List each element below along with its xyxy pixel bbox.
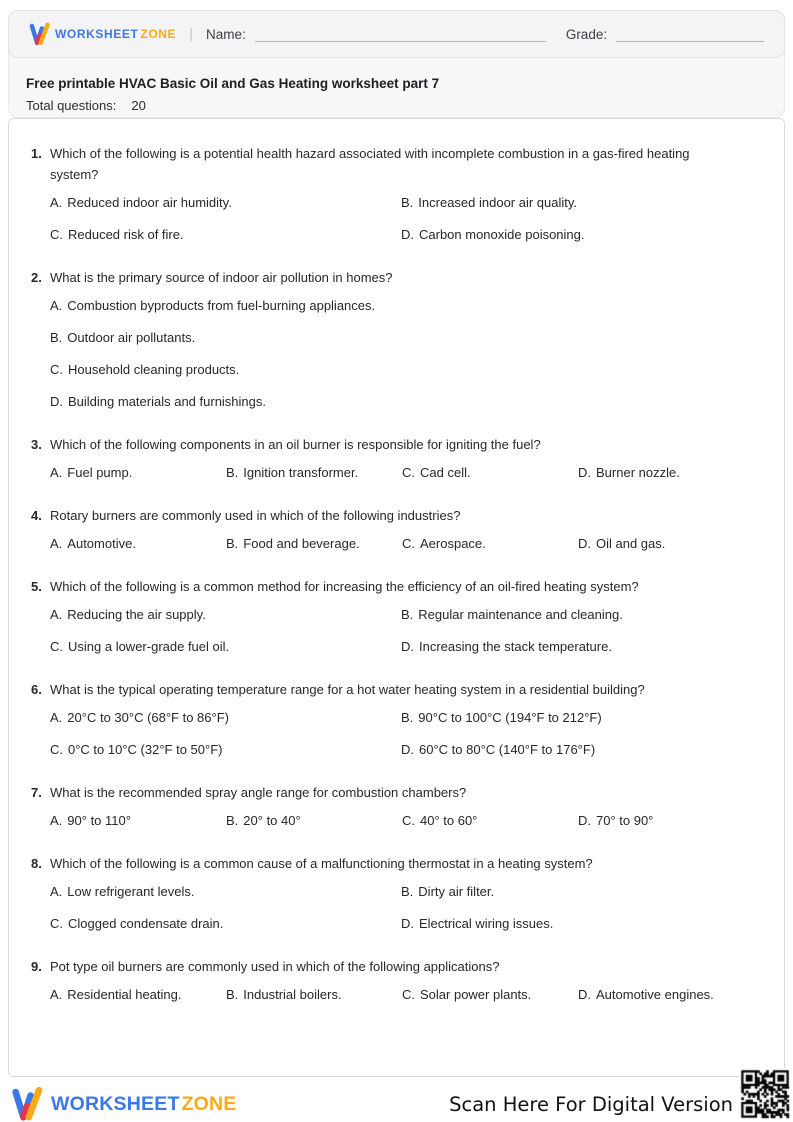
option-text: Reducing the air supply. [67, 607, 206, 622]
worksheet-title: Free printable HVAC Basic Oil and Gas Heating worksheet part 7 [26, 76, 440, 91]
options [50, 466, 762, 479]
option-letter: A. [50, 465, 63, 480]
worksheetzone-logo [29, 22, 176, 46]
option-a [50, 814, 226, 827]
option-letter: C. [402, 465, 415, 480]
question-text: Which of the following is a common cause of a malfunctioning thermostat in a heating system? [50, 856, 593, 871]
question-text: Which of the following is a potential health hazard associated with incomplete combustion in a gas-fired heating system? [50, 146, 690, 182]
option-text: Carbon monoxide poisoning. [419, 227, 585, 242]
options [50, 814, 762, 827]
option-letter: D. [578, 536, 591, 551]
option-letter: A. [50, 607, 63, 622]
question-head [31, 143, 762, 185]
question-number: 9. [31, 959, 42, 974]
option-c [50, 228, 401, 241]
option-letter: D. [401, 742, 414, 757]
option-text: Food and beverage. [243, 536, 360, 551]
option-d [50, 395, 762, 408]
option-text: Cad cell. [420, 465, 471, 480]
option-letter: A. [50, 536, 63, 551]
option-d [578, 466, 762, 479]
option-letter: A. [50, 884, 63, 899]
question-number: 4. [31, 508, 42, 523]
question-number: 6. [31, 682, 42, 697]
option-letter: D. [401, 916, 414, 931]
question-number: 2. [31, 270, 42, 285]
option-letter: D. [578, 465, 591, 480]
question-head [31, 679, 762, 700]
option-b [401, 196, 762, 209]
option-a [50, 988, 226, 1001]
option-letter: B. [401, 710, 414, 725]
option-text: Building materials and furnishings. [68, 394, 266, 409]
option-text: 90°C to 100°C (194°F to 212°F) [418, 710, 602, 725]
worksheetzone-w-mark-icon [29, 22, 50, 46]
option-text: Aerospace. [420, 536, 486, 551]
option-c [50, 363, 762, 376]
header-bar [8, 10, 785, 58]
option-letter: B. [226, 987, 239, 1002]
option-c [402, 988, 578, 1001]
question-9 [31, 956, 762, 1001]
option-letter: B. [401, 607, 414, 622]
total-questions-label: Total questions: [26, 98, 117, 113]
option-a [50, 537, 226, 550]
question-text: What is the recommended spray angle range for combustion chambers? [50, 785, 467, 800]
option-a [50, 466, 226, 479]
question-head [31, 267, 762, 288]
option-c [402, 466, 578, 479]
option-text: Using a lower-grade fuel oil. [68, 639, 230, 654]
logo-text-zone: ZONE [140, 27, 177, 41]
option-text: Burner nozzle. [596, 465, 680, 480]
total-questions [26, 98, 767, 113]
option-b [226, 814, 402, 827]
option-text: Reduced risk of fire. [68, 227, 184, 242]
option-text: Automotive. [67, 536, 136, 551]
option-c [50, 743, 401, 756]
options [50, 885, 762, 930]
option-text: Oil and gas. [596, 536, 666, 551]
option-letter: D. [578, 813, 591, 828]
option-text: Solar power plants. [420, 987, 532, 1002]
question-1 [31, 143, 762, 241]
option-letter: B. [226, 465, 239, 480]
option-text: Reduced indoor air humidity. [67, 195, 232, 210]
option-letter: A. [50, 298, 63, 313]
option-b [226, 466, 402, 479]
option-d [401, 743, 762, 756]
option-letter: D. [401, 227, 414, 242]
option-text: 60°C to 80°C (140°F to 176°F) [419, 742, 596, 757]
option-text: Low refrigerant levels. [67, 884, 195, 899]
footer-logo-text [51, 1093, 237, 1116]
option-text: Dirty air filter. [418, 884, 495, 899]
option-d [578, 814, 762, 827]
option-a [50, 196, 401, 209]
option-c [50, 640, 401, 653]
option-text: Increasing the stack temperature. [419, 639, 612, 654]
question-head [31, 434, 762, 455]
option-letter: B. [50, 330, 63, 345]
questions-card [8, 118, 785, 1077]
question-3 [31, 434, 762, 479]
question-head [31, 576, 762, 597]
option-text: 20° to 40° [243, 813, 301, 828]
footer-logo-text-zone: ZONE [181, 1092, 237, 1115]
question-8 [31, 853, 762, 930]
option-a [50, 711, 401, 724]
question-5 [31, 576, 762, 653]
option-letter: C. [50, 227, 63, 242]
options [50, 537, 762, 550]
option-text: 20°C to 30°C (68°F to 86°F) [67, 710, 229, 725]
option-text: 40° to 60° [420, 813, 478, 828]
option-letter: B. [401, 195, 414, 210]
option-d [401, 640, 762, 653]
option-text: 90° to 110° [67, 813, 131, 828]
question-number: 3. [31, 437, 42, 452]
logo-text [55, 27, 176, 41]
option-text: 70° to 90° [596, 813, 654, 828]
option-text: Combustion byproducts from fuel-burning appliances. [67, 298, 376, 313]
option-letter: C. [50, 639, 63, 654]
qr-code [739, 1068, 791, 1120]
worksheetzone-w-mark-icon [10, 1086, 44, 1122]
question-4 [31, 505, 762, 550]
option-letter: C. [402, 536, 415, 551]
footer-logo-text-worksheet: WORKSHEET [51, 1092, 180, 1115]
option-letter: B. [401, 884, 414, 899]
question-number: 8. [31, 856, 42, 871]
option-letter: C. [50, 742, 63, 757]
question-text: Rotary burners are commonly used in which of the following industries? [50, 508, 461, 523]
grade-label: Grade: [565, 26, 608, 42]
option-d [401, 917, 762, 930]
option-letter: C. [50, 916, 63, 931]
option-letter: A. [50, 195, 63, 210]
question-number: 5. [31, 579, 42, 594]
option-c [402, 814, 578, 827]
question-head [31, 853, 762, 874]
total-questions-value: 20 [131, 98, 146, 113]
option-d [578, 537, 762, 550]
options [50, 608, 762, 653]
option-b [226, 988, 402, 1001]
option-letter: C. [402, 813, 415, 828]
question-number: 1. [31, 146, 42, 161]
option-b [50, 331, 762, 344]
option-text: Household cleaning products. [68, 362, 240, 377]
question-text: What is the primary source of indoor air pollution in homes? [50, 270, 393, 285]
option-text: Residential heating. [67, 987, 182, 1002]
option-letter: D. [578, 987, 591, 1002]
footer-worksheetzone-logo [10, 1086, 237, 1122]
question-text: Which of the following components in an oil burner is responsible for igniting the fuel? [50, 437, 541, 452]
options [50, 196, 762, 241]
option-a [50, 885, 401, 898]
option-text: Automotive engines. [596, 987, 714, 1002]
options [50, 711, 762, 756]
option-text: Industrial boilers. [243, 987, 342, 1002]
option-b [226, 537, 402, 550]
options [50, 299, 762, 408]
question-head [31, 956, 762, 977]
scan-here-text: Scan Here For Digital Version [449, 1093, 733, 1116]
option-text: Electrical wiring issues. [419, 916, 554, 931]
option-letter: A. [50, 710, 63, 725]
logo-text-worksheet: WORKSHEET [55, 27, 139, 41]
option-d [401, 228, 762, 241]
option-text: Regular maintenance and cleaning. [418, 607, 623, 622]
title-block [26, 67, 767, 113]
option-text: Increased indoor air quality. [418, 195, 578, 210]
option-b [401, 885, 762, 898]
question-6 [31, 679, 762, 756]
option-letter: D. [50, 394, 63, 409]
name-label: Name: [206, 26, 246, 42]
name-write-line [255, 27, 546, 42]
option-c [50, 917, 401, 930]
option-letter: D. [401, 639, 414, 654]
option-text: Clogged condensate drain. [68, 916, 224, 931]
question-7 [31, 782, 762, 827]
option-letter: B. [226, 813, 239, 828]
option-c [402, 537, 578, 550]
option-letter: C. [402, 987, 415, 1002]
question-text: Which of the following is a common method for increasing the efficiency of an oil-fired heating system? [50, 579, 639, 594]
option-letter: C. [50, 362, 63, 377]
question-head [31, 505, 762, 526]
option-a [50, 608, 401, 621]
option-letter: A. [50, 987, 63, 1002]
option-text: Outdoor air pollutants. [67, 330, 196, 345]
header-separator: | [189, 25, 194, 43]
option-b [401, 711, 762, 724]
options [50, 988, 762, 1001]
grade-write-line [616, 27, 764, 42]
option-letter: A. [50, 813, 63, 828]
option-text: Fuel pump. [67, 465, 133, 480]
question-head [31, 782, 762, 803]
option-text: Ignition transformer. [243, 465, 359, 480]
question-text: What is the typical operating temperature range for a hot water heating system in a residential building? [50, 682, 645, 697]
question-2 [31, 267, 762, 408]
option-b [401, 608, 762, 621]
option-a [50, 299, 762, 312]
option-text: 0°C to 10°C (32°F to 50°F) [68, 742, 223, 757]
header-card [8, 10, 785, 118]
option-d [578, 988, 762, 1001]
question-text: Pot type oil burners are commonly used in which of the following applications? [50, 959, 500, 974]
option-letter: B. [226, 536, 239, 551]
question-number: 7. [31, 785, 42, 800]
